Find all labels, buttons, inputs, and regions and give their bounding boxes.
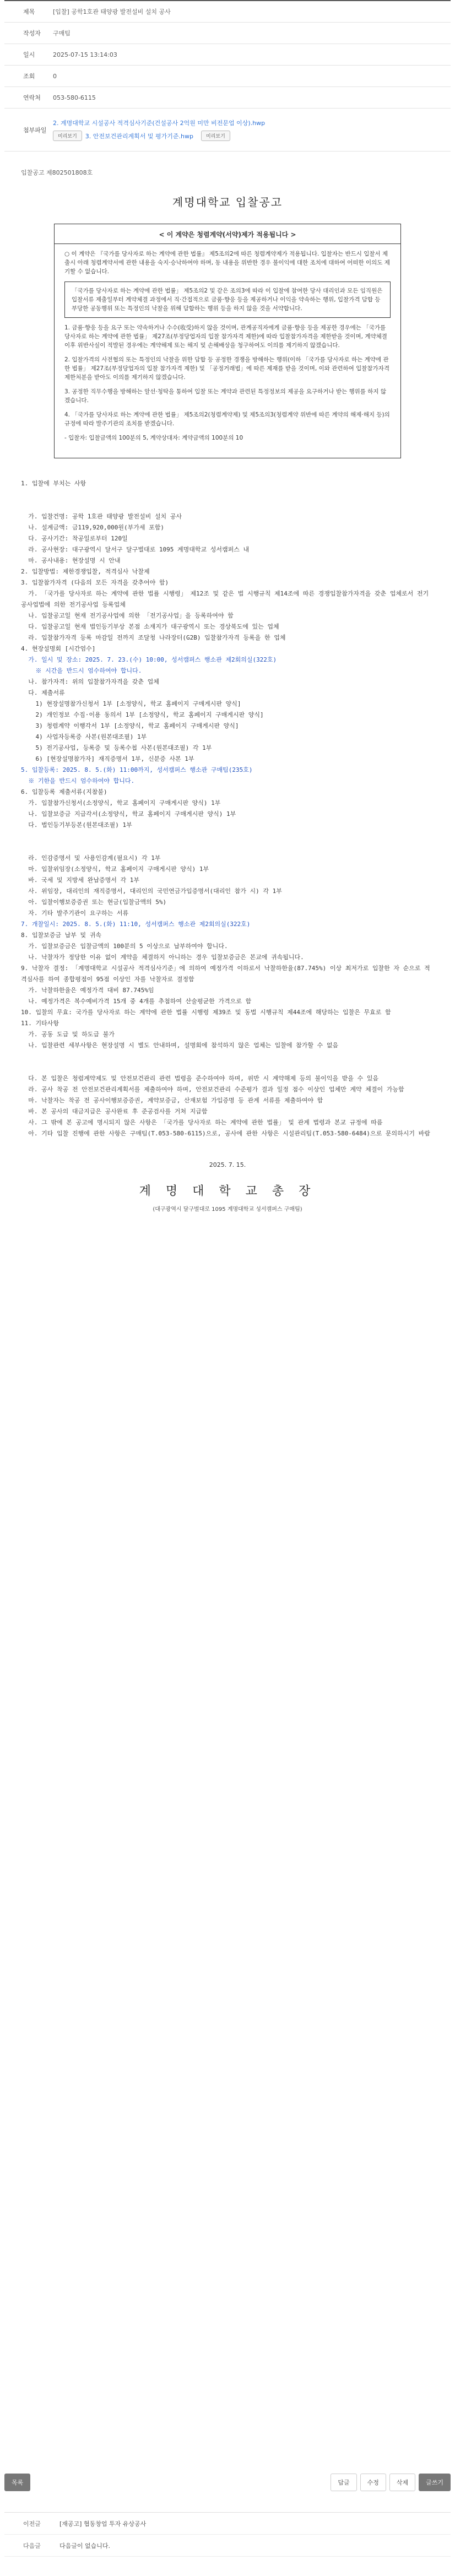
announcement-line: 다. 법인등기부등본(원본대조필) 1부 xyxy=(21,821,132,829)
prev-post-link[interactable]: [재공고] 협동창업 투자 유상공사 xyxy=(59,2520,147,2528)
preview-button[interactable]: 미리보기 xyxy=(201,131,230,141)
signer-address: (대구광역시 달구벌대로 1095 계명대학교 성서캠퍼스 구매팀) xyxy=(153,1206,302,1213)
document-body xyxy=(4,168,451,1213)
meta-row-views xyxy=(4,66,451,87)
announcement-line: 가. 공동 도급 및 하도급 불가 xyxy=(21,1031,115,1038)
announcement-line: 2. 입찰방법: 제한경쟁입찰, 적격심사 낙찰제 xyxy=(21,568,150,575)
action-button-group xyxy=(331,2474,451,2491)
document-title: 계명대학교 입찰공고 xyxy=(172,196,283,209)
announcement-line: 5) 전기공사업, 등록증 및 등록수첩 사본(원본대조필) 각 1부 xyxy=(21,744,212,751)
meta-label: 연락처 xyxy=(23,94,41,101)
meta-label: 일시 xyxy=(23,51,35,58)
announcement-line: 바. 국세 및 지방세 완납증명서 각 1부 xyxy=(21,876,139,884)
nav-label: 이전글 xyxy=(23,2520,41,2528)
meta-label: 작성자 xyxy=(23,30,41,37)
attachment-link[interactable]: 2. 계명대학교 시설공사 적격심사기준(건설공사 2억원 미만 비전문업 이상).hwp xyxy=(53,120,266,127)
announcement-line: 1) 현장설명참가신청서 1부 [소정양식, 학교 홈페이지 구매게시판 양식] xyxy=(21,700,241,707)
announcement-line: 다. 본 입찰은 청렴계약제도 및 안전보건관리 관련 법령을 준수하여야 하며, 위반 시 계약해제 등의 불이익을 받을 수 있음 xyxy=(21,1075,379,1082)
meta-label: 첨부파일 xyxy=(23,126,47,134)
preview-button[interactable]: 미리보기 xyxy=(53,131,82,141)
meta-row-author xyxy=(4,23,451,44)
announcement-line: 라. 입찰참가자격 등록 마감일 전까지 조달청 나라장터(G2B) 입찰참가자격 등록을 한 업체 xyxy=(21,634,286,641)
attachment-item xyxy=(53,131,451,141)
announcement-line: 2) 개인정보 수집·이용 동의서 1부 [소정양식, 학교 홈페이지 구매게시판 양식] xyxy=(21,711,264,718)
announcement-line xyxy=(21,1051,434,1062)
announcement-line: 가. 낙찰하한율은 예정가격 대비 87.745%임 xyxy=(21,987,154,994)
announcement-line xyxy=(21,500,434,511)
announcement-line: 사. 위임장, 대리인의 재직증명서, 대리인의 국민연금가입증명서(대리인 참가 시) 각 1부 xyxy=(21,887,282,895)
notice-footnote: - 입찰자: 입찰금액의 100분의 5, 계약상대자: 계약금액의 100분의 10 xyxy=(64,435,243,441)
notice-item: 2. 입찰가격의 사전협의 또는 특정인의 낙찰을 위한 담합 등 공정한 경쟁을 방해하는 행위(이하 「국가를 당사자로 하는 계약에 관한 법률」 제27조(부정당업자의 입찰 참가자격 제한) 및 「공정거래법」에 따른 제재를 받을 것이며, 이와 관련하여 입찰참가자격 제한처분을 받아도 이의를 제기하지 않겠습니다. xyxy=(64,356,389,381)
announcement-line: 7. 개찰일시: 2025. 8. 5.(화) 11:10, 성서캠퍼스 행소관 제2회의실(322호) xyxy=(21,921,251,928)
announcement-date: 2025. 7. 15. xyxy=(209,1161,246,1168)
announcement-line: 다. 입찰공고일 현재 법인등기부상 본점 소재지가 대구광역시 또는 경상북도에 있는 업체 xyxy=(21,623,279,630)
announcement-line: 11. 기타사항 xyxy=(21,1020,59,1027)
announcement-line: 6. 입찰등록 제출서류(지참불) xyxy=(21,788,107,795)
announcement-line: 나. 입찰보증금 지급각서(소정양식, 학교 홈페이지 구매게시판 양식) 1부 xyxy=(21,810,236,818)
notice-inner-text: 「국가를 당사자로 하는 계약에 관한 법률」 제5조의2 및 같은 조의3에 따라 이 입찰에 참여한 당사 대리인과 모든 임직원은 입찰서류 제출일부터 계약체결 과정에서 직·간접적으로 금품·향응 등을 제공하거나 이익을 약속하는 행위, 입찰가격 담합 등 부당한 공동행위 또는 특정인의 낙찰을 위해 담합하는 행위 등을 하지 않을 것을 서약합니다. xyxy=(72,288,383,312)
announcement-line: 마. 입찰위임장(소정양식, 학교 홈페이지 구매게시판 양식) 1부 xyxy=(21,865,209,873)
prev-post-row[interactable] xyxy=(4,2513,451,2535)
announcement-line: 가. 일시 및 장소: 2025. 7. 23.(수) 10:00, 성서캠퍼스 행소관 제2회의실(322호) xyxy=(21,656,277,663)
announcement-line: 4. 현장설명회 [시간엄수] xyxy=(21,645,96,652)
announcement-line: 8. 입찰보증금 납부 및 귀속 xyxy=(21,932,101,939)
announcement-line: 다. 제출서류 xyxy=(21,689,65,696)
list-button[interactable]: 목록 xyxy=(4,2474,30,2491)
announcement-line xyxy=(21,489,434,500)
meta-label: 조회 xyxy=(23,73,35,80)
meta-value: [입찰] 공학1호관 태양광 발전설비 설치 공사 xyxy=(53,8,171,15)
announcement-line: 다. 공사기간: 착공일로부터 120일 xyxy=(21,535,128,542)
notice-item: 3. 공정한 직무수행을 방해하는 알선·청탁을 통하여 입찰 또는 계약과 관련된 특정정보의 제공을 요구하거나 받는 행위를 하지 않겠습니다. xyxy=(64,388,387,404)
announcement-line: 가. 「국가를 당사자로 하는 계약에 관한 법률 시행령」 제12조 및 같은 법 시행규칙 제14조에 따른 경쟁입찰참가자격을 갖춘 업체로서 전기공사업법에 의한 전기공사업 등록업체 xyxy=(21,590,429,608)
notice-paragraph: ○ 이 계약은 『국가를 당사자로 하는 계약에 관한 법률』 제5조의2에 따른 청렴계약제가 적용됩니다. 입찰자는 반드시 입찰서 제출시 아래 청렴계약서에 관한 내용을 숙지·승낙하여야 하며, 동 내용을 위반한 경우 불이익에 대한 조치에 대하여 어떠한 이의도 제기할 수 없습니다. xyxy=(64,251,390,275)
announcement-line: 6) [현장설명참가자] 재직증명서 1부, 신분증 사본 1부 xyxy=(21,755,194,762)
announcement-line: 3) 청렴계약 이행각서 1부 [소정양식, 학교 홈페이지 구매게시판 양식] xyxy=(21,722,239,729)
announcement-line: 마. 공사내용: 현장설명 시 안내 xyxy=(21,557,121,564)
announcement-line: 5. 입찰등록: 2025. 8. 5.(화) 11:00까지, 성서캠퍼스 행소관 구매팀(235호) xyxy=(21,766,253,773)
announcement-line: 가. 입찰참가신청서(소정양식, 학교 홈페이지 구매게시판 양식) 1부 xyxy=(21,799,221,807)
delete-button[interactable]: 삭제 xyxy=(389,2474,415,2491)
meta-row-files xyxy=(4,109,451,151)
meta-row-contact xyxy=(4,87,451,109)
announcement-line: 3. 입찰참가자격 (다음의 모든 자격을 갖추어야 함) xyxy=(21,579,169,586)
announcement-line: 1. 입찰에 부치는 사항 xyxy=(21,480,86,487)
post-navigation xyxy=(4,2512,451,2557)
announcement-line: 바. 본 공사의 대금지급은 공사완료 후 준공검사를 거쳐 지급함 xyxy=(21,1108,208,1115)
meta-table xyxy=(4,0,451,151)
notice-inner-box xyxy=(64,282,391,318)
announcement-line: 10. 입찰의 무효: 국가를 당사자로 하는 계약에 관한 법률 시행령 제39조 및 동법 시행규칙 제44조에 해당하는 입찰은 무효로 함 xyxy=(21,1009,391,1016)
meta-value: 053-580-6115 xyxy=(53,94,96,101)
announcement-line: 4) 사업자등록증 사본(원본대조필) 1부 xyxy=(21,733,147,740)
notice-title: < 이 계약은 청렴계약(서약)제가 적용됩니다 > xyxy=(55,224,400,244)
document-number: 입찰공고 제802501808호 xyxy=(21,169,93,176)
announcement-line xyxy=(21,842,434,853)
signer-name: 계 명 대 학 교 총 장 xyxy=(139,1184,316,1198)
announcement-line: 나. 참가자격: 위의 입찰참가자격을 갖춘 업체 xyxy=(21,678,159,685)
integrity-notice-box xyxy=(54,224,401,458)
attachment-link[interactable]: 3. 안전보건관리계획서 및 평가기준.hwp xyxy=(85,132,193,140)
next-post-text: 다음글이 없습니다. xyxy=(59,2542,111,2550)
announcement-line: 라. 인감증명서 및 사용인감계(필요시) 각 1부 xyxy=(21,854,161,862)
write-button[interactable]: 글쓰기 xyxy=(419,2474,451,2491)
meta-value: 구매팀 xyxy=(53,30,71,37)
announcement-line: 아. 기타 입찰 진행에 관한 사항은 구매팀(T.053-580-6115)으로, 공사에 관한 사항은 시설관리팀(T.053-580-6484)으로 문의하시기 바람 xyxy=(21,1130,430,1137)
meta-value: 0 xyxy=(53,72,57,80)
meta-row-date xyxy=(4,44,451,66)
announcement-line: ※ 기한을 반드시 엄수하여야 합니다. xyxy=(21,777,135,784)
announcement-line: 아. 입찰이행보증증권 또는 현금(입찰금액의 5%) xyxy=(21,899,167,906)
announcement-line: 라. 공사현장: 대구광역시 달서구 달구벌대로 1095 계명대학교 성서캠퍼스 내 xyxy=(21,546,250,553)
announcement-line xyxy=(21,831,434,842)
next-post-row xyxy=(4,2535,451,2557)
announcement-line: 가. 입찰보증금은 입찰금액의 100분의 5 이상으로 납부하여야 합니다. xyxy=(21,943,228,950)
announcement-line: 나. 설계금액: 금119,920,000원(부가세 포함) xyxy=(21,524,164,531)
announcement-line: 가. 입찰건명: 공학 1호관 태양광 발전설비 설치 공사 xyxy=(21,513,182,520)
announcement-line: ※ 시간을 반드시 엄수하여야 합니다. xyxy=(21,667,142,674)
meta-value: 2025-07-15 13:14:03 xyxy=(53,51,117,58)
reply-button[interactable]: 답글 xyxy=(331,2474,356,2491)
announcement-line: 나. 예정가격은 복수예비가격 15개 중 4개를 추첨하여 산술평균한 가격으로 함 xyxy=(21,998,252,1005)
announcement-line: 라. 공사 착공 전 안전보건관리계획서를 제출하여야 하며, 안전보건관리 수준평가 결과 일정 점수 이상인 업체만 계약 체결이 가능함 xyxy=(21,1086,404,1093)
edit-button[interactable]: 수정 xyxy=(360,2474,386,2491)
announcement-line: 9. 낙찰자 결정: 「계명대학교 시설공사 적격심사기준」에 의하여 예정가격 이하로서 낙찰하한율(87.745%) 이상 최저가로 입찰한 자 순으로 적격심사를 하여 종합평점이 95점 이상인 자를 낙찰자로 결정함 xyxy=(21,965,430,983)
nav-label: 다음글 xyxy=(23,2542,41,2550)
announcement-line: 자. 기타 발주기관이 요구하는 서류 xyxy=(21,910,129,917)
announcement-line xyxy=(21,1062,434,1073)
announcement-lines xyxy=(21,478,434,1139)
announcement-line: 사. 그 밖에 본 공고에 명시되지 않은 사항은 「국가를 당사자로 하는 계약에 관한 법률」 및 관계 법령과 본교 규정에 따름 xyxy=(21,1119,383,1126)
announcement-line: 마. 낙찰자는 착공 전 공사이행보증증권, 계약보증금, 산재보험 가입증명 등 관계 서류를 제출하여야 함 xyxy=(21,1097,323,1104)
announcement-line: 나. 입찰공고일 현재 전기공사업에 의한 「전기공사업」을 등록하여야 함 xyxy=(21,612,234,619)
notice-item: 4. 「국가를 당사자로 하는 계약에 관한 법률」 제5조의2(청렴계약제) 및 제5조의3(청렴계약 위반에 따른 계약의 해제·해지 등)의 규정에 따라 발주기관의 조치를 받겠습니다. xyxy=(64,412,390,427)
action-bar xyxy=(4,2474,451,2491)
attachment-item xyxy=(53,118,451,127)
attachment-list xyxy=(48,118,451,141)
announcement-line: 나. 입찰관련 세부사항은 현장설명 시 별도 안내하며, 설명회에 참석하지 않은 업체는 입찰에 참가할 수 없음 xyxy=(21,1042,339,1049)
meta-label: 제목 xyxy=(23,8,35,15)
meta-row-title xyxy=(4,1,451,23)
notice-item: 1. 금품·향응 등을 요구 또는 약속하거나 수수(收受)하지 않을 것이며, 관계공직자에게 금품·향응 등을 제공한 경우에는 「국가를 당사자로 하는 계약에 관한 법률」 제27조(부정당업자의 입찰 참가자격 제한)에 따라 입찰참가자격을 제한받을 것이며, 계약체결 이후 위반사실이 적발된 경우에는 계약해제 또는 해지 및 손해배상을 청구하여도 이의를 제기하지 않겠습니다. xyxy=(64,324,387,349)
announcement-line: 나. 낙찰자가 정당한 이유 없이 계약을 체결하지 아니하는 경우 입찰보증금은 본교에 귀속됩니다. xyxy=(21,954,304,961)
